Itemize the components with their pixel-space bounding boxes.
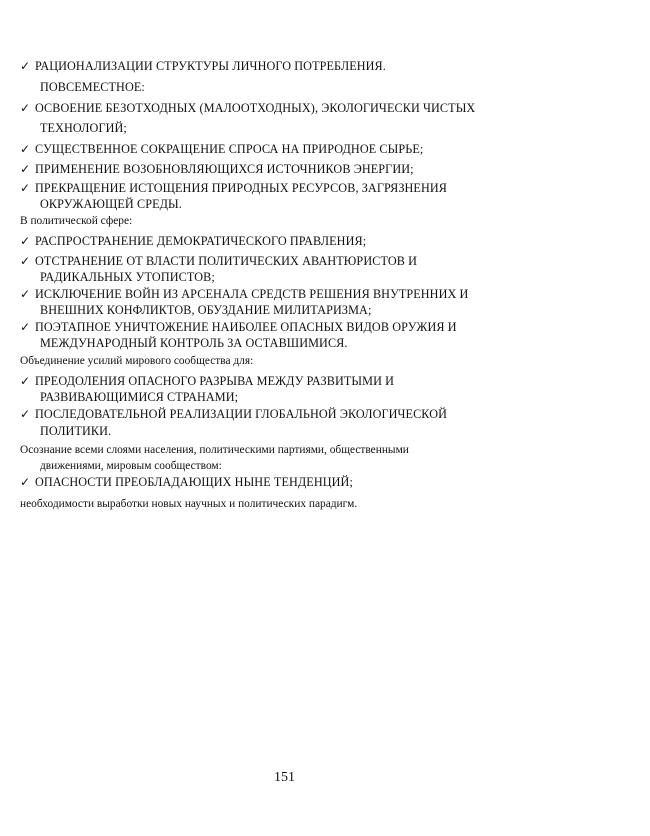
bullet-text-continuation: ОКРУЖАЮЩЕЙ СРЕДЫ. [40, 197, 182, 211]
checkmark-icon: ✓ [20, 181, 31, 195]
bullet-item [20, 141, 550, 158]
checkmark-icon: ✓ [20, 162, 31, 176]
bullet-item [20, 286, 550, 303]
checkmark-icon: ✓ [20, 374, 31, 388]
bullet-text: ПОЭТАПНОЕ УНИЧТОЖЕНИЕ НАИБОЛЕЕ ОПАСНЫХ ВИДОВ ОРУЖИЯ И [35, 320, 457, 334]
bullet-text: ПРЕОДОЛЕНИЯ ОПАСНОГО РАЗРЫВА МЕЖДУ РАЗВИТЫМИ И [35, 374, 395, 388]
bullet-text: РАСПРОСТРАНЕНИЕ ДЕМОКРАТИЧЕСКОГО ПРАВЛЕНИЯ; [35, 234, 367, 248]
bullet-text-continuation: ВНЕШНИХ КОНФЛИКТОВ, ОБУЗДАНИЕ МИЛИТАРИЗМА; [40, 303, 372, 317]
bullet-text-continuation: ПОЛИТИКИ. [40, 424, 112, 438]
bullet-text: ПОСЛЕДОВАТЕЛЬНОЙ РЕАЛИЗАЦИИ ГЛОБАЛЬНОЙ ЭКОЛОГИЧЕСКОЙ [35, 407, 448, 421]
section-heading-continuation: движениями, мировым сообществом: [40, 460, 222, 472]
bullet-item [20, 161, 550, 178]
bullet-text: ОТСТРАНЕНИЕ ОТ ВЛАСТИ ПОЛИТИЧЕСКИХ АВАНТЮРИСТОВ И [35, 254, 418, 268]
bullet-text-continuation: РАЗВИВАЮЩИМИСЯ СТРАНАМИ; [40, 390, 239, 404]
bullet-item [20, 253, 550, 270]
checkmark-icon: ✓ [20, 234, 31, 248]
bullet-item [20, 100, 550, 117]
bullet-text: СУЩЕСТВЕННОЕ СОКРАЩЕНИЕ СПРОСА НА ПРИРОДНОЕ СЫРЬЕ; [35, 142, 424, 156]
bullet-text: ОПАСНОСТИ ПРЕОБЛАДАЮЩИХ НЫНЕ ТЕНДЕНЦИЙ; [35, 475, 353, 489]
closing-line: необходимости выработки новых научных и политических парадигм. [20, 498, 358, 510]
checkmark-icon: ✓ [20, 254, 31, 268]
bullet-item [20, 319, 550, 336]
bullet-text-continuation: ПОВСЕМЕСТНОЕ: [40, 80, 145, 94]
bullet-item [20, 58, 550, 75]
bullet-item [20, 474, 550, 491]
bullet-item [20, 180, 550, 197]
bullet-text-continuation: РАДИКАЛЬНЫХ УТОПИСТОВ; [40, 270, 215, 284]
checkmark-icon: ✓ [20, 59, 31, 73]
section-heading: Объединение усилий мирового сообщества для: [20, 355, 254, 367]
section-heading: Осознание всеми слоями населения, политическими партиями, общественными [20, 444, 409, 456]
bullet-item [20, 233, 550, 250]
bullet-text-continuation: МЕЖДУНАРОДНЫЙ КОНТРОЛЬ ЗА ОСТАВШИМИСЯ. [40, 336, 348, 350]
checkmark-icon: ✓ [20, 287, 31, 301]
bullet-text: ОСВОЕНИЕ БЕЗОТХОДНЫХ (МАЛООТХОДНЫХ), ЭКОЛОГИЧЕСКИ ЧИСТЫХ [35, 101, 476, 115]
page-number: 151 [274, 770, 295, 785]
checkmark-icon: ✓ [20, 320, 31, 334]
section-heading: В политической сфере: [20, 215, 133, 227]
checkmark-icon: ✓ [20, 475, 31, 489]
checkmark-icon: ✓ [20, 407, 31, 421]
bullet-text: ИСКЛЮЧЕНИЕ ВОЙН ИЗ АРСЕНАЛА СРЕДСТВ РЕШЕНИЯ ВНУТРЕННИХ И [35, 287, 469, 301]
bullet-text: ПРИМЕНЕНИЕ ВОЗОБНОВЛЯЮЩИХСЯ ИСТОЧНИКОВ ЭНЕРГИИ; [35, 162, 414, 176]
bullet-item [20, 373, 550, 390]
bullet-text-continuation: ТЕХНОЛОГИЙ; [40, 121, 127, 135]
bullet-item [20, 406, 550, 423]
checkmark-icon: ✓ [20, 101, 31, 115]
bullet-text: ПРЕКРАЩЕНИЕ ИСТОЩЕНИЯ ПРИРОДНЫХ РЕСУРСОВ, ЗАГРЯЗНЕНИЯ [35, 181, 448, 195]
bullet-text: РАЦИОНАЛИЗАЦИИ СТРУКТУРЫ ЛИЧНОГО ПОТРЕБЛЕНИЯ. [35, 59, 386, 73]
checkmark-icon: ✓ [20, 142, 31, 156]
